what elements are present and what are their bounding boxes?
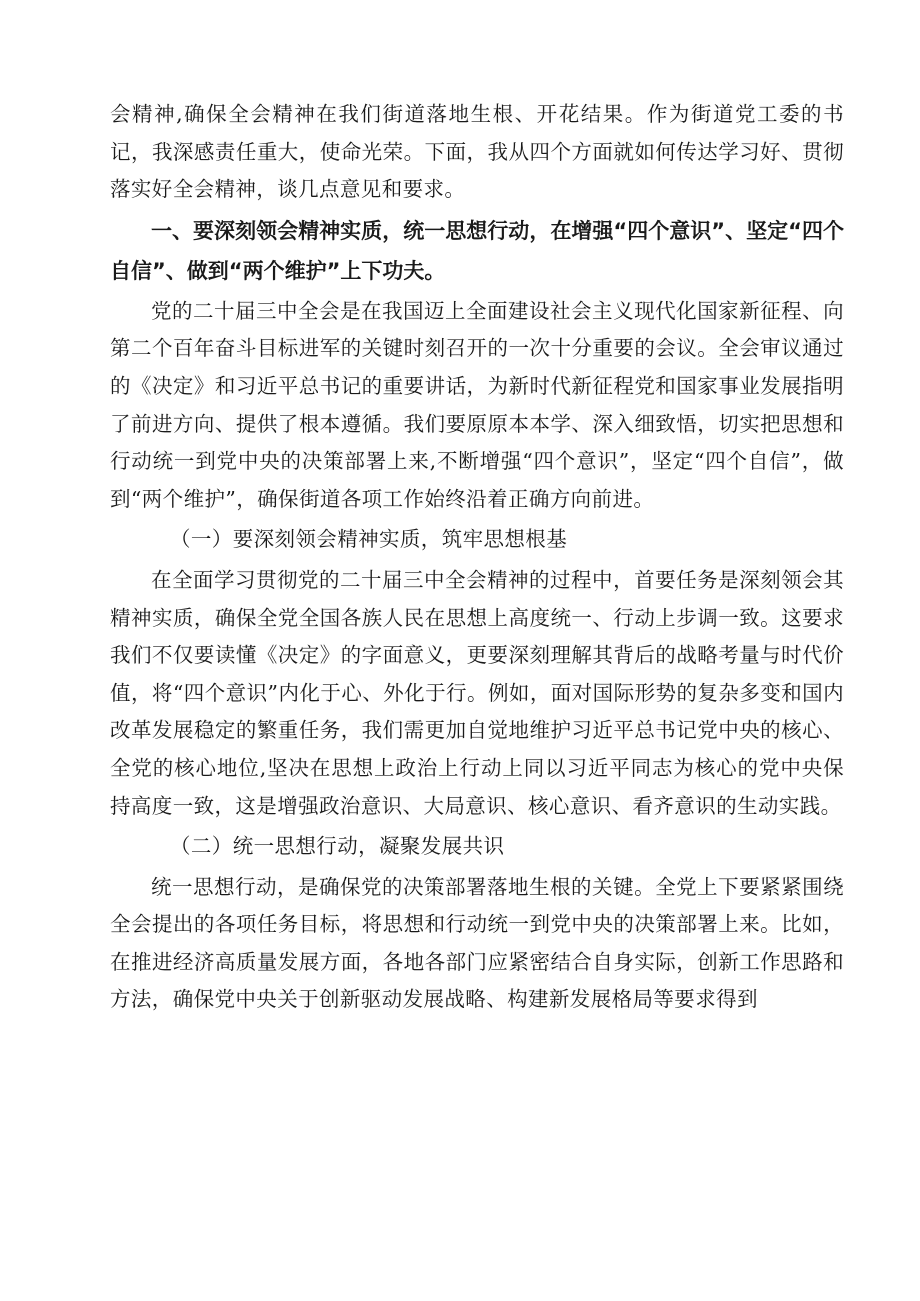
subheading-1: （一）要深刻领会精神实质，筑牢思想根基 xyxy=(170,527,568,552)
body-paragraph-3: 统一思想行动，是确保党的决策部署落地生根的关键。全党上下要紧紧围绕全会提出的各项任务目标，将思想和行动统一到党中央的决策部署上来。比如，在推进经济高质量发展方面，各地各部门应紧密结合自身实际，创新工作思路和方法，确保党中央关于创新驱动发展战略、构建新发展格局等要求得到 xyxy=(110,874,844,1012)
body-paragraph-continuation: 会精神,确保全会精神在我们街道落地生根、开花结果。作为街道党工委的书记，我深感责任重大，使命光荣。下面，我从四个方面就如何传达学习好、贯彻落实好全会精神，谈几点意见和要求。 xyxy=(110,102,844,202)
section-heading-1: 一、要深刻领会精神实质，统一思想行动，在增强“四个意识”、坚定“四个自信”、做到“两个维护”上下功夫。 xyxy=(110,218,844,283)
body-paragraph-1: 党的二十届三中全会是在我国迈上全面建设社会主义现代化国家新征程、向第二个百年奋斗目标进军的关键时刻召开的一次十分重要的会议。全会审议通过的《决定》和习近平总书记的重要讲话，为新时代新征程党和国家事业发展指明了前进方向、提供了根本遵循。我们要原原本本学、深入细致悟，切实把思想和行动统一到党中央的决策部署上来,不断增强“四个意识”，坚定“四个自信”，做到“两个维护”，确保街道各项工作始终沿着正确方向前进。 xyxy=(110,298,844,511)
body-paragraph-2: 在全面学习贯彻党的二十届三中全会精神的过程中，首要任务是深刻领会其精神实质，确保全党全国各族人民在思想上高度统一、行动上步调一致。这要求我们不仅要读懂《决定》的字面意义，更要深刻理解其背后的战略考量与时代价值，将“四个意识”内化于心、外化于行。例如，面对国际形势的复杂多变和国内改革发展稳定的繁重任务，我们需更加自觉地维护习近平总书记党中央的核心、全党的核心地位,坚决在思想上政治上行动上同以习近平同志为核心的党中央保持高度一致，这是增强政治意识、大局意识、核心意识、看齐意识的生动实践。 xyxy=(110,567,844,818)
subheading-2: （二）统一思想行动，凝聚发展共识 xyxy=(170,834,505,859)
